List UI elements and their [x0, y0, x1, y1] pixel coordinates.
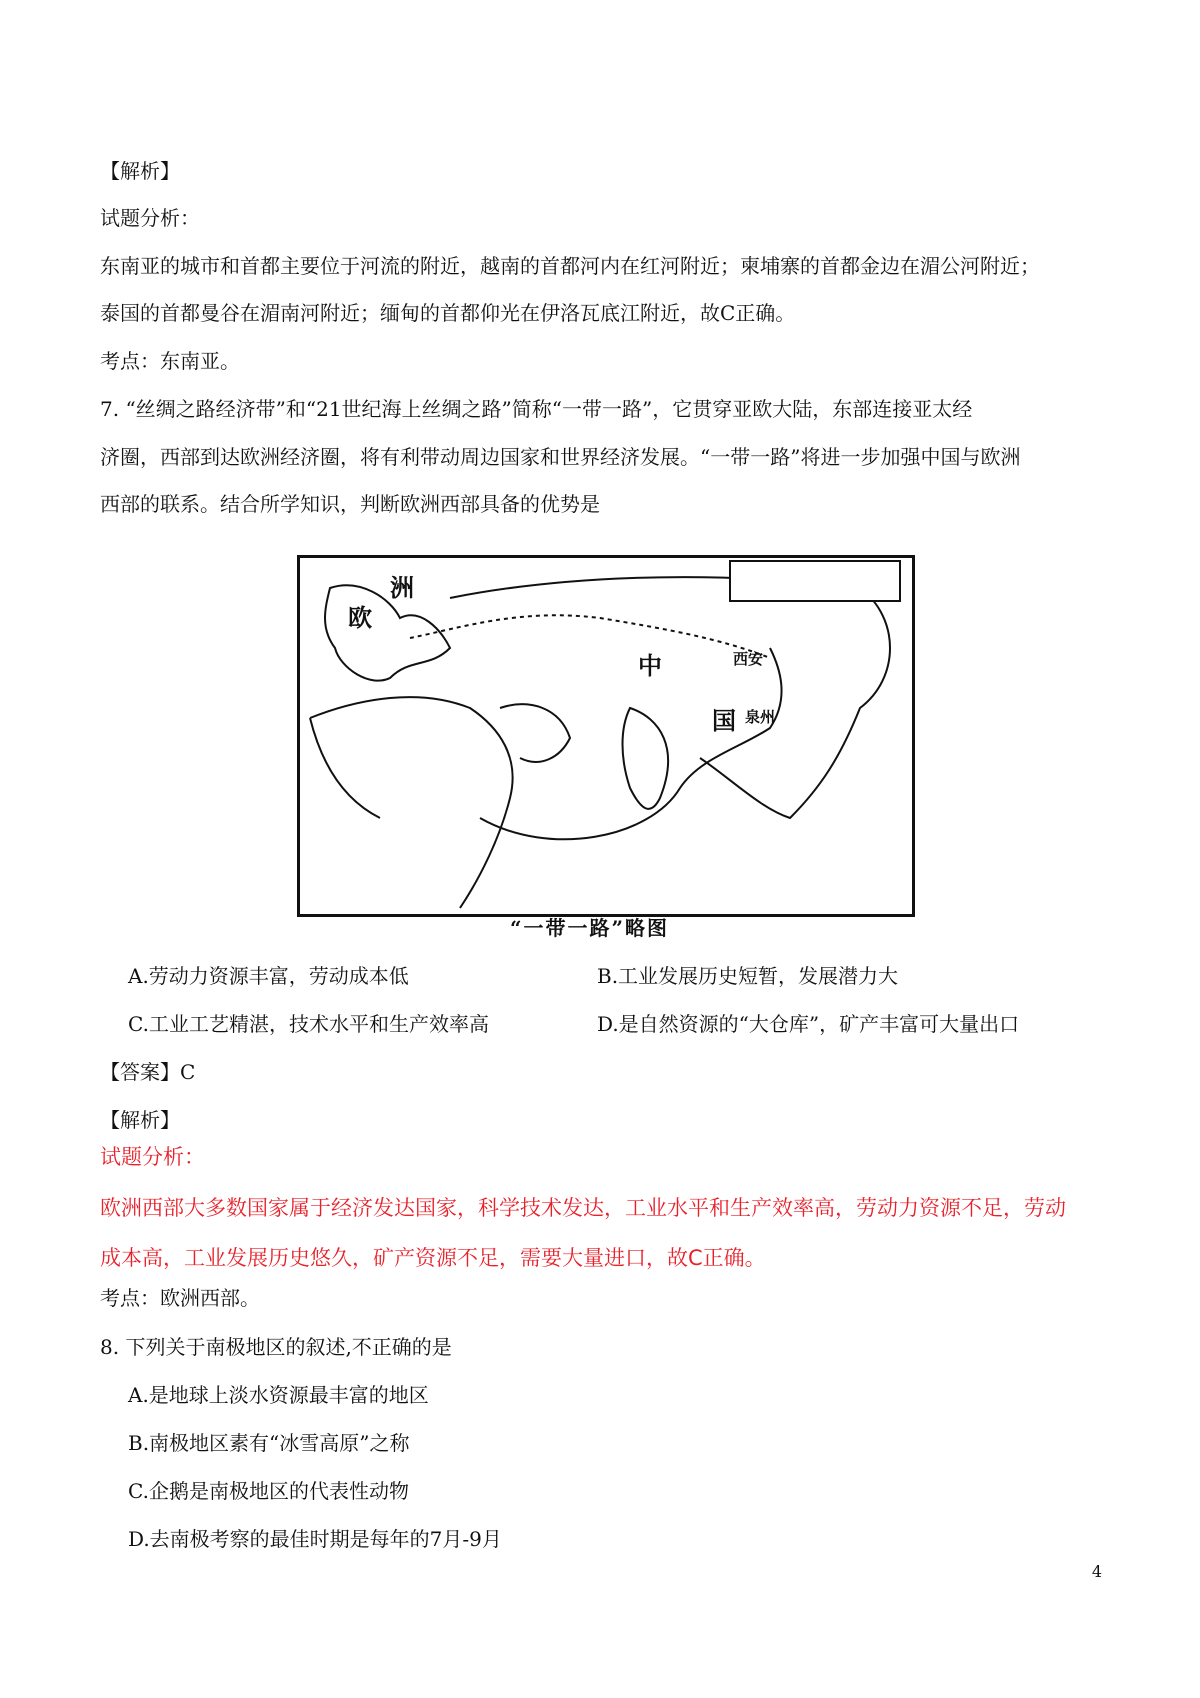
map-legend-box — [730, 561, 900, 601]
q7-answer: 【答案】C — [100, 1060, 196, 1084]
q7-option-a: A.劳动力资源丰富，劳动成本低 — [128, 964, 409, 988]
map-label-xian: 西安 — [733, 650, 764, 668]
map-drawing — [300, 558, 912, 914]
q7-analysis-text-1: 欧洲西部大多数国家属于经济发达国家，科学技术发达，工业水平和生产效率高，劳动力资源不足，劳动 — [100, 1196, 1066, 1220]
europe-coast — [325, 585, 450, 680]
q6-analysis-head: 试题分析： — [100, 206, 200, 230]
africa-coast — [310, 697, 513, 908]
q6-analysis-text-2: 泰国的首都曼谷在湄南河附近；缅甸的首都仰光在伊洛瓦底江附近，故C正确。 — [100, 301, 796, 325]
asia-coast — [450, 577, 890, 818]
q8-stem: 8. 下列关于南极地区的叙述,不正确的是 — [100, 1335, 452, 1359]
page-number: 4 — [1091, 1562, 1102, 1581]
land-route — [410, 615, 770, 658]
q7-stem-3: 西部的联系。结合所学知识，判断欧洲西部具备的优势是 — [100, 492, 600, 516]
map-label-europe-2: 洲 — [390, 573, 414, 602]
map-label-china-1: 中 — [638, 651, 662, 680]
q8-option-c: C.企鹅是南极地区的代表性动物 — [128, 1479, 409, 1503]
q8-option-a: A.是地球上淡水资源最丰富的地区 — [128, 1383, 429, 1407]
q7-option-c: C.工业工艺精湛，技术水平和生产效率高 — [128, 1012, 489, 1036]
q7-analysis-head: 试题分析： — [100, 1145, 205, 1169]
q8-option-b: B.南极地区素有“冰雪高原”之称 — [128, 1431, 410, 1455]
q7-stem-2: 济圈，西部到达欧洲经济圈，将有利带动周边国家和世界经济发展。“一带一路”将进一步加强中国与欧洲 — [100, 445, 1021, 469]
q7-analysis-tag: 【解析】 — [100, 1108, 180, 1132]
arabia-coast — [500, 704, 570, 762]
q6-analysis-tag: 【解析】 — [100, 159, 180, 183]
sea-route — [480, 648, 782, 839]
q7-analysis-text-2: 成本高，工业发展历史悠久，矿产资源不足，需要大量进口，故C正确。 — [100, 1246, 766, 1270]
map-caption: “一带一路”略图 — [510, 916, 670, 940]
q7-point: 考点：欧洲西部。 — [100, 1286, 260, 1310]
belt-and-road-map — [297, 555, 915, 917]
india-coast — [623, 708, 669, 809]
q8-option-d: D.去南极考察的最佳时期是每年的7月-9月 — [128, 1527, 502, 1551]
map-label-quanzhou: 泉州 — [745, 708, 776, 726]
q7-option-d: D.是自然资源的“大仓库”，矿产丰富可大量出口 — [597, 1012, 1020, 1036]
q6-point: 考点：东南亚。 — [100, 349, 240, 373]
q7-stem-1: 7. “丝绸之路经济带”和“21世纪海上丝绸之路”简称“一带一路”，它贯穿亚欧大陆，东部连接亚太经 — [100, 397, 973, 421]
map-label-china-2: 国 — [712, 706, 736, 735]
map-label-europe-1: 欧 — [348, 603, 372, 632]
q6-analysis-text-1: 东南亚的城市和首都主要位于河流的附近，越南的首都河内在红河附近；柬埔寨的首都金边在湄公河附近； — [100, 254, 1040, 278]
q7-option-b: B.工业发展历史短暂，发展潜力大 — [597, 964, 899, 988]
